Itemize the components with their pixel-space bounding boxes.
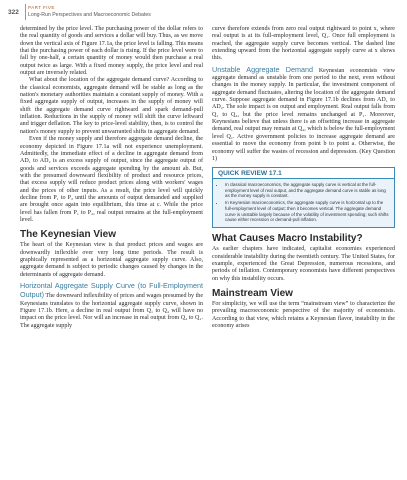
body-paragraph: curve therefore extends from zero real output rightward to point x, where real output is at its full-employment level, Q₁. Once full employment is reached, the aggregate supply curve becomes vertical. The dashed line extending upward from the horizontal aggregate supply curve at x shows this.: [212, 26, 395, 62]
section-heading-mainstream-view: Mainstream View: [212, 288, 293, 300]
runin-heading: Horizontal Aggregate Supply Curve (to Full-Employment Output): [20, 281, 203, 300]
section-heading-macro-instability: What Causes Macro Instability?: [212, 233, 363, 245]
body-paragraph: [20, 282, 203, 330]
quick-review-list: [213, 179, 394, 227]
body-paragraph: Even if the money supply and therefore aggregate demand decline, the economy depicted in Figure 17.1a will not experience unemployment. Admittedly, the immediate effect of a decline in aggregate demand from AD₁ to AD₂ is an excess supply of output, since the aggregate output of goods and services exceeds aggregate spending by the amount ab. But, with the presumed downward flexibility of product and resource prices, that excess supply will reduce product prices along with workers' wages and the prices of other inputs. As a result, the price level will quickly decline from P₁ to P₂ until the amounts of output demanded and supplied are brought once again into equilibrium, this time at c. While the price level has fallen from P₁ to P₂, real output remains at the full-employment level.: [20, 136, 203, 223]
page-number: 322: [8, 9, 19, 16]
left-column: [20, 26, 203, 330]
quick-review-title: QUICK REVIEW 17.1: [213, 168, 394, 179]
body-paragraph: determined by the price level. The purchasing power of the dollar refers to the real quantity of goods and services a dollar will buy. Thus, as we move down the vertical axis of Figure 17.1a, the price level is falling. This means that the purchasing power of each dollar is rising. If the price level were to fall by one-half, a certain quantity of money would then purchase a real output twice as large. With a fixed money supply, the price level and real output are inversely related.: [20, 26, 203, 77]
header-divider: [25, 4, 26, 20]
quick-review-item: • In Keynesian macroeconomics, the aggregate supply curve is horizontal up to the full-employment level of output; then it becomes vertical. The aggregate demand curve is unstable largely because of the volatility of investment spending; such shifts cause either recession or demand-pull inflation.: [225, 200, 389, 222]
body-paragraph: The heart of the Keynesian view is that product prices and wages are downwardly inflexible over very long time periods. The result is graphically represented as a horizontal aggregate supply curve. Also, aggregate demand is subject to periodic changes caused by changes in the determinants of aggregate demand.: [20, 242, 203, 278]
section-heading-keynesian-view: The Keynesian View: [20, 229, 116, 241]
body-paragraph: What about the location of the aggregate demand curve? According to the classical economists, aggregate demand will be stable as long as the nation's monetary authorities maintain a constant supply of money. With a fixed aggregate supply of output, increases in the supply of money will shift the aggregate demand curve rightward and spark demand-pull inflation. Reductions in the supply of money will shift the curve leftward and trigger deflation. The key to price-level stability, then, is to control the nation's money supply to prevent unwarranted shifts in aggregate demand.: [20, 77, 203, 135]
body-paragraph: [212, 66, 395, 163]
page-header: [8, 4, 400, 24]
runin-text: The downward inflexibility of prices and wages presumed by the Keynesians translates to the horizontal aggregate supply curve, shown in Figure 17.1b. Here, a decline in real output from Q₁ to Q₄ will have no impact on the price level. Nor will an increase in real output from Q₄ to Q₁. The aggregate supply: [20, 293, 204, 329]
part-label: PART FIVE: [28, 5, 55, 10]
quick-review-box: [212, 167, 395, 228]
right-column: [212, 26, 395, 330]
body-paragraph: As earlier chapters have indicated, capitalist economies experienced considerable instability during the twentieth century. The United States, for example, experienced the Great Depression, numerous recessions, and periods of inflation. Contemporary economists have different perspectives on why this instability occurs.: [212, 246, 395, 282]
runin-heading: Unstable Aggregate Demand: [212, 64, 313, 74]
body-paragraph: For simplicity, we will use the term “mainstream view” to characterize the prevailing macroeconomic perspective of the majority of economists. According to that view, which retains a Keynesian flavor, instability in the economy arises: [212, 301, 395, 330]
runin-text: Keynesian economists view aggregate demand as unstable from one period to the next, even without changes in the money supply. In particular, the investment component of aggregate demand fluctuates, altering the location of the aggregate demand curve. Suppose aggregate demand in Figure 17.1b declines from AD₁ to AD₂. The sole impact is on output and employment. Real output falls from Q₁ to Q₄, but the price level remains unchanged at P₁. Moreover, Keynesians believe that unless there is an offsetting increase in aggregate demand, real output may remain at Q₄, which is below the full-employment level Q₁. Active government policies to increase aggregate demand are essential to move the economy from point b to point a. Otherwise, the economy will suffer the wastes of recession and depression. (Key Question 1): [212, 67, 395, 162]
quick-review-item: • In classical macroeconomics, the aggregate supply curve is vertical at the full-employment level of real output, and the aggregate demand curve is stable as long as the money supply is constant.: [225, 182, 389, 199]
running-title: Long-Run Perspectives and Macroeconomic Debates: [28, 12, 151, 18]
